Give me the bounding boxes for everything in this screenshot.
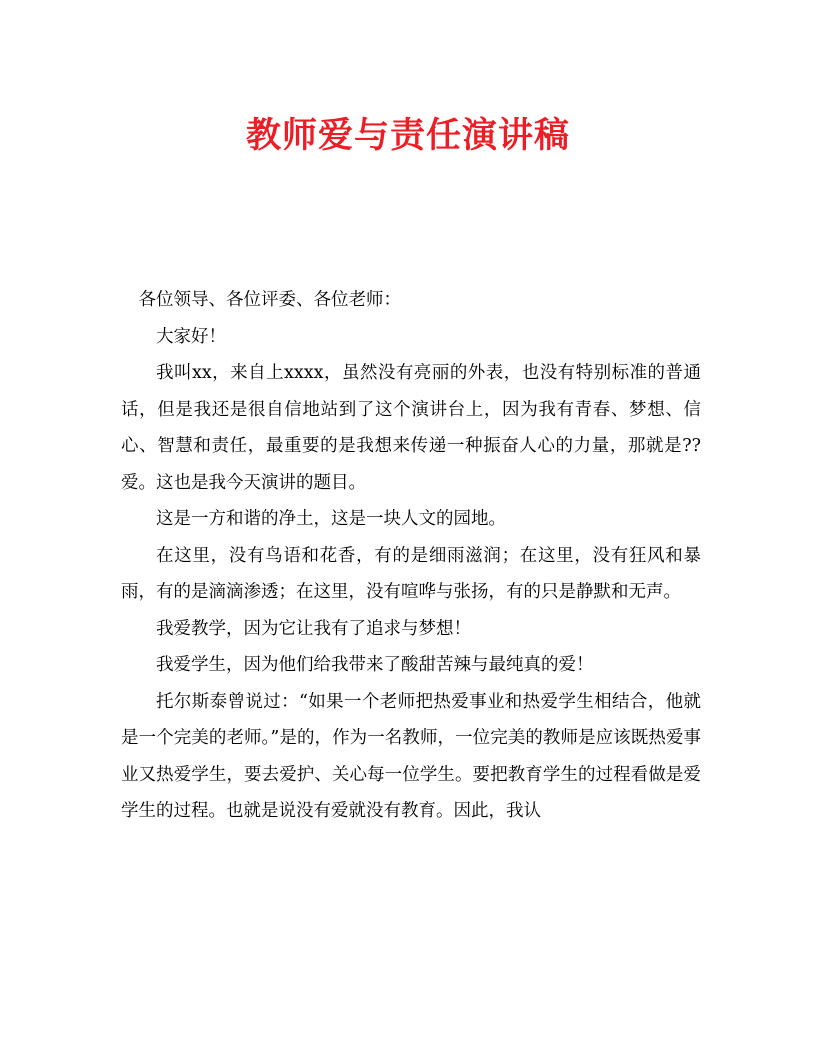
paragraph-here: 在这里，没有鸟语和花香，有的是细雨滋润；在这里，没有狂风和暴雨，有的是滴滴渗透；在这里，没有喧哗与张扬，有的只是静默和无声。 xyxy=(121,545,701,602)
paragraph-salutation: 各位领导、各位评委、各位老师： xyxy=(138,290,401,310)
paragraph-love-students: 我爱学生，因为他们给我带来了酸甜苦辣与最纯真的爱！ xyxy=(156,655,594,675)
paragraph-introduction: 我叫xx，来自上xxxx，虽然没有亮丽的外表，也没有特别标准的普通话，但是我还是很自信地站到了这个演讲台上，因为我有青春、梦想、信心、智慧和责任，最重要的是我想来传递一种振奋人心的力量，那就是??爱。这也是我今天演讲的题目。 xyxy=(121,363,701,493)
paragraph-love-teaching: 我爱教学，因为它让我有了追求与梦想！ xyxy=(156,618,471,639)
document-title: 教师爱与责任演讲稿 xyxy=(245,115,570,156)
document-body xyxy=(121,282,701,830)
paragraph-tolstoy: 托尔斯泰曾说过：“如果一个老师把热爱事业和热爱学生相结合，他就是一个完美的老师。”是的，作为一名教师，一位完美的教师是应该既热爱事业又热爱学生，要去爱护、关心每一位学生。要把教育学生的过程看做是爱学生的过程。也就是说没有爱就没有教育。因此，我认 xyxy=(121,691,701,821)
paragraph-greeting: 大家好！ xyxy=(156,326,226,347)
paragraph-pure-land: 这是一方和谐的净土，这是一块人文的园地。 xyxy=(156,509,506,529)
